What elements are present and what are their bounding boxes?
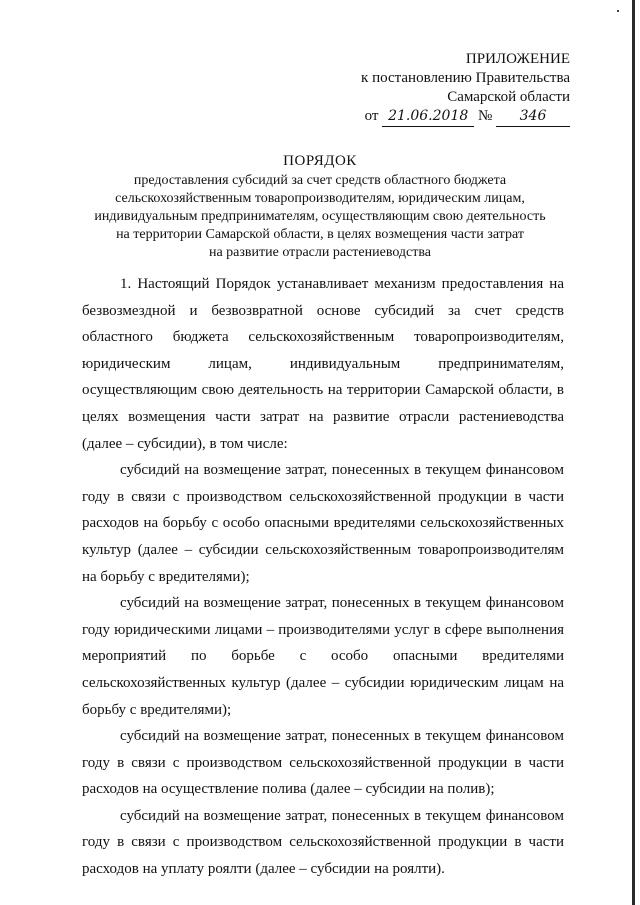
appendix-date-line <box>310 107 570 127</box>
handwritten-date: 21.06.2018 <box>382 107 474 127</box>
subtitle-line: на развитие отрасли растениеводства <box>208 245 432 260</box>
appendix-block <box>310 50 570 127</box>
subtitle-line: сельскохозяйственным товаропроизводителям, юридическим лицам, <box>115 191 525 206</box>
scan-speck <box>617 10 619 12</box>
handwritten-number: 346 <box>496 107 570 127</box>
paragraph: субсидий на возмещение затрат, понесенных в текущем финансовом году в связи с производством сельскохозяйственной продукции в части расходов на борьбу с особо опасными вредителями сельскохозяйственных культур (далее – субсидии сельскохозяйственным товаропроизводителям на борьбу с вредителями); <box>82 462 564 585</box>
subtitle-line: предоставления субсидий за счет средств областного бюджета <box>133 173 507 188</box>
document-body <box>82 271 564 883</box>
subtitle-line: индивидуальным предпринимателям, осуществляющим свою деятельность <box>94 209 546 224</box>
subtitle-line: на территории Самарской области, в целях возмещения части затрат <box>116 227 524 242</box>
appendix-title: ПРИЛОЖЕНИЕ <box>465 51 570 67</box>
paragraph: 1. Настоящий Порядок устанавливает механизм предоставления на безвозмездной и безвозвратной основе субсидий за счет средств областного бюджета сельскохозяйственным товаропроизводителям, юридическим лицам, индивидуальным предпринимателям, осуществляющим свою деятельность на территории Самарской области, в целях возмещения части затрат на развитие отрасли растениеводства (далее – субсидии), в том числе: <box>82 276 564 452</box>
document-title: ПОРЯДОК <box>283 153 357 169</box>
appendix-line-1: к постановлению Правительства <box>361 70 570 86</box>
number-prefix: № <box>477 108 493 124</box>
paragraph: субсидий на возмещение затрат, понесенных в текущем финансовом году в связи с производством сельскохозяйственной продукции в части расходов на уплату роялти (далее – субсидии на роялти). <box>82 807 564 878</box>
paragraph: субсидий на возмещение затрат, понесенных в текущем финансовом году юридическими лицами – производителями услуг в сфере выполнения мероприятий по борьбе с особо опасными вредителями сельскохозяйственных культур (далее – субсидии юридическим лицам на борьбу с вредителями); <box>82 595 564 718</box>
paragraph: субсидий на возмещение затрат, понесенных в текущем финансовом году в связи с производством сельскохозяйственной продукции в части расходов на осуществление полива (далее – субсидии на полив); <box>82 728 564 798</box>
appendix-line-2: Самарской области <box>447 89 570 105</box>
date-prefix: от <box>364 108 379 124</box>
scan-edge-line <box>632 0 635 905</box>
document-subtitle <box>90 172 550 262</box>
